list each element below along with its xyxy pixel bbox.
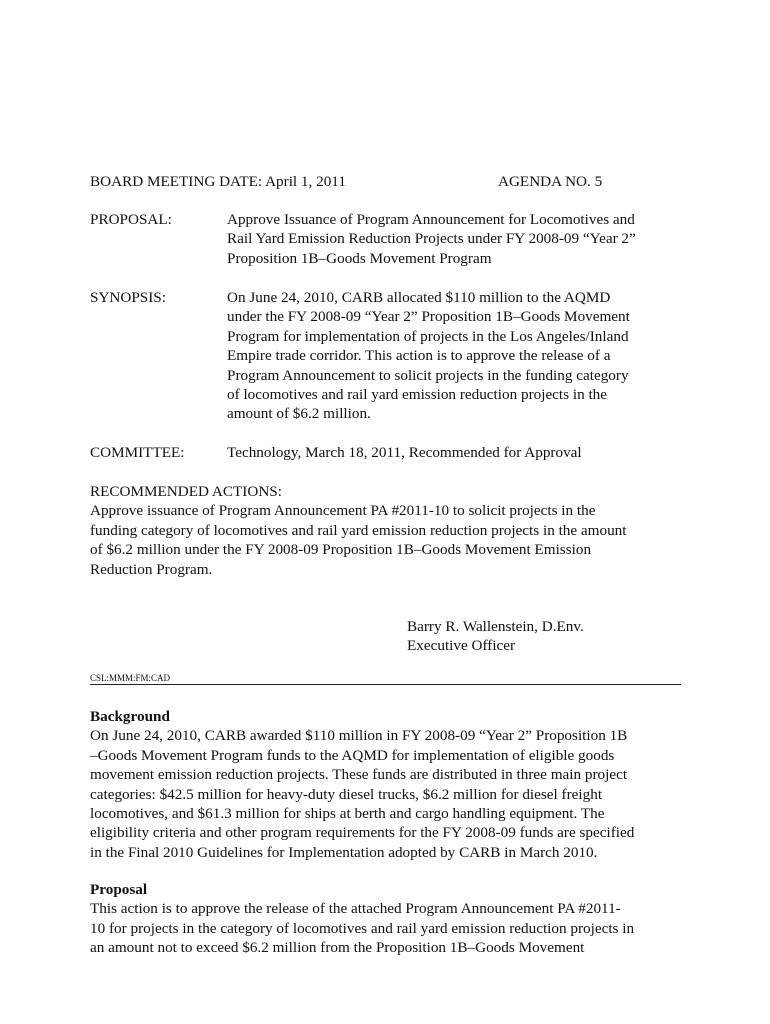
background-line: eligibility criteria and other program requirements for the FY 2008-09 funds are specified xyxy=(90,824,635,842)
proposal-line: Approve Issuance of Program Announcement for Locomotives and xyxy=(227,211,635,228)
board-meeting-date: BOARD MEETING DATE: April 1, 2011 xyxy=(90,173,346,190)
committee-text: Technology, March 18, 2011, Recommended for Approval xyxy=(227,444,582,461)
synopsis-label: SYNOPSIS: xyxy=(90,289,166,306)
proposal-line: Proposition 1B–Goods Movement Program xyxy=(227,249,492,267)
background-line: –Goods Movement Program funds to the AQMD for implementation of eligible goods xyxy=(90,746,615,764)
recommended-actions xyxy=(90,482,690,579)
proposal-section xyxy=(90,880,690,958)
recommended-actions-heading: RECOMMENDED ACTIONS: xyxy=(90,483,282,500)
synopsis-line: amount of $6.2 million. xyxy=(227,405,371,423)
synopsis-line: of locomotives and rail yard emission reduction projects in the xyxy=(227,386,608,404)
committee-label: COMMITTEE: xyxy=(90,444,185,461)
background-section xyxy=(90,707,690,862)
agenda-number: AGENDA NO. 5 xyxy=(498,173,603,190)
background-line: movement emission reduction projects. These funds are distributed in three main project xyxy=(90,766,628,784)
background-line: On June 24, 2010, CARB awarded $110 million in FY 2008-09 “Year 2” Proposition 1B xyxy=(90,727,628,745)
synopsis-line: On June 24, 2010, CARB allocated $110 million to the AQMD xyxy=(227,289,611,306)
background-line: categories: $42.5 million for heavy-duty diesel trucks, $6.2 million for diesel freight xyxy=(90,785,603,803)
background-heading: Background xyxy=(90,708,170,725)
proposal-text xyxy=(227,210,697,268)
proposal-section-line: This action is to approve the release of the attached Program Announcement PA #2011- xyxy=(90,900,621,918)
proposal-section-line: an amount not to exceed $6.2 million from the Proposition 1B–Goods Movement xyxy=(90,939,585,957)
proposal-section-heading: Proposal xyxy=(90,881,148,898)
signer-title: Executive Officer xyxy=(407,637,516,655)
synopsis-text xyxy=(227,288,697,424)
background-line: locomotives, and $61.3 million for ships at berth and cargo handling equipment. The xyxy=(90,805,605,823)
recommended-line: funding category of locomotives and rail yard emission reduction projects in the amount xyxy=(90,521,627,539)
background-line: in the Final 2010 Guidelines for Implementation adopted by CARB in March 2010. xyxy=(90,843,598,861)
recommended-line: of $6.2 million under the FY 2008-09 Proposition 1B–Goods Movement Emission xyxy=(90,541,592,559)
recommended-line: Approve issuance of Program Announcement PA #2011-10 to solicit projects in the xyxy=(90,502,596,520)
proposal-section-line: 10 for projects in the category of locomotives and rail yard emission reduction projects in xyxy=(90,919,635,937)
synopsis-line: Program for implementation of projects in the Los Angeles/Inland xyxy=(227,327,629,345)
signer-name: Barry R. Wallenstein, D.Env. xyxy=(407,618,584,635)
proposal-label: PROPOSAL: xyxy=(90,211,172,228)
signature-block xyxy=(407,617,584,656)
staff-initials: CSL:MMM:FM:CAD xyxy=(90,673,171,683)
synopsis-line: Empire trade corridor. This action is to approve the release of a xyxy=(227,347,611,365)
synopsis-line: Program Announcement to solicit projects in the funding category xyxy=(227,366,629,384)
proposal-line: Rail Yard Emission Reduction Projects under FY 2008-09 “Year 2” xyxy=(227,230,636,248)
synopsis-line: under the FY 2008-09 “Year 2” Proposition 1B–Goods Movement xyxy=(227,308,630,326)
divider-rule xyxy=(90,684,681,685)
recommended-line: Reduction Program. xyxy=(90,560,213,578)
